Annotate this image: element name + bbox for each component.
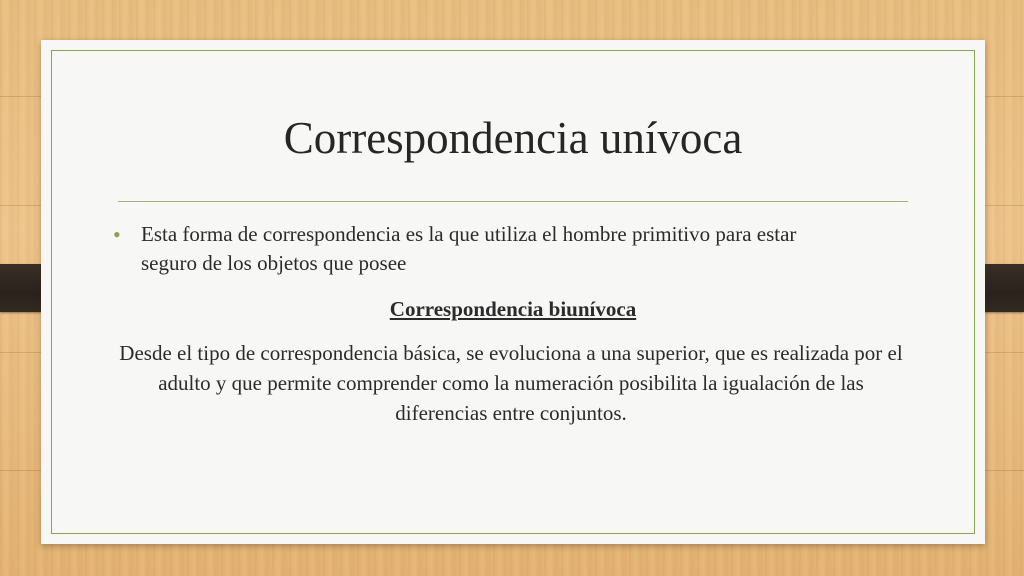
body-paragraph: Desde el tipo de correspondencia básica, se evoluciona a una superior, que es realizada por el adulto y que permite comprender como la numeración posibilita la igualación de las diferencias entre conjuntos. [119, 341, 903, 425]
bullet-icon: • [113, 222, 121, 247]
slide-card [41, 40, 985, 544]
slide-title: Correspondencia unívoca [283, 113, 743, 163]
bullet-text: Esta forma de correspondencia es la que utiliza el hombre primitivo para estar seguro de los objetos que posee [141, 222, 797, 275]
subheading: Correspondencia biunívoca [389, 297, 637, 321]
title-divider [118, 201, 908, 202]
bullet-item [113, 220, 853, 278]
